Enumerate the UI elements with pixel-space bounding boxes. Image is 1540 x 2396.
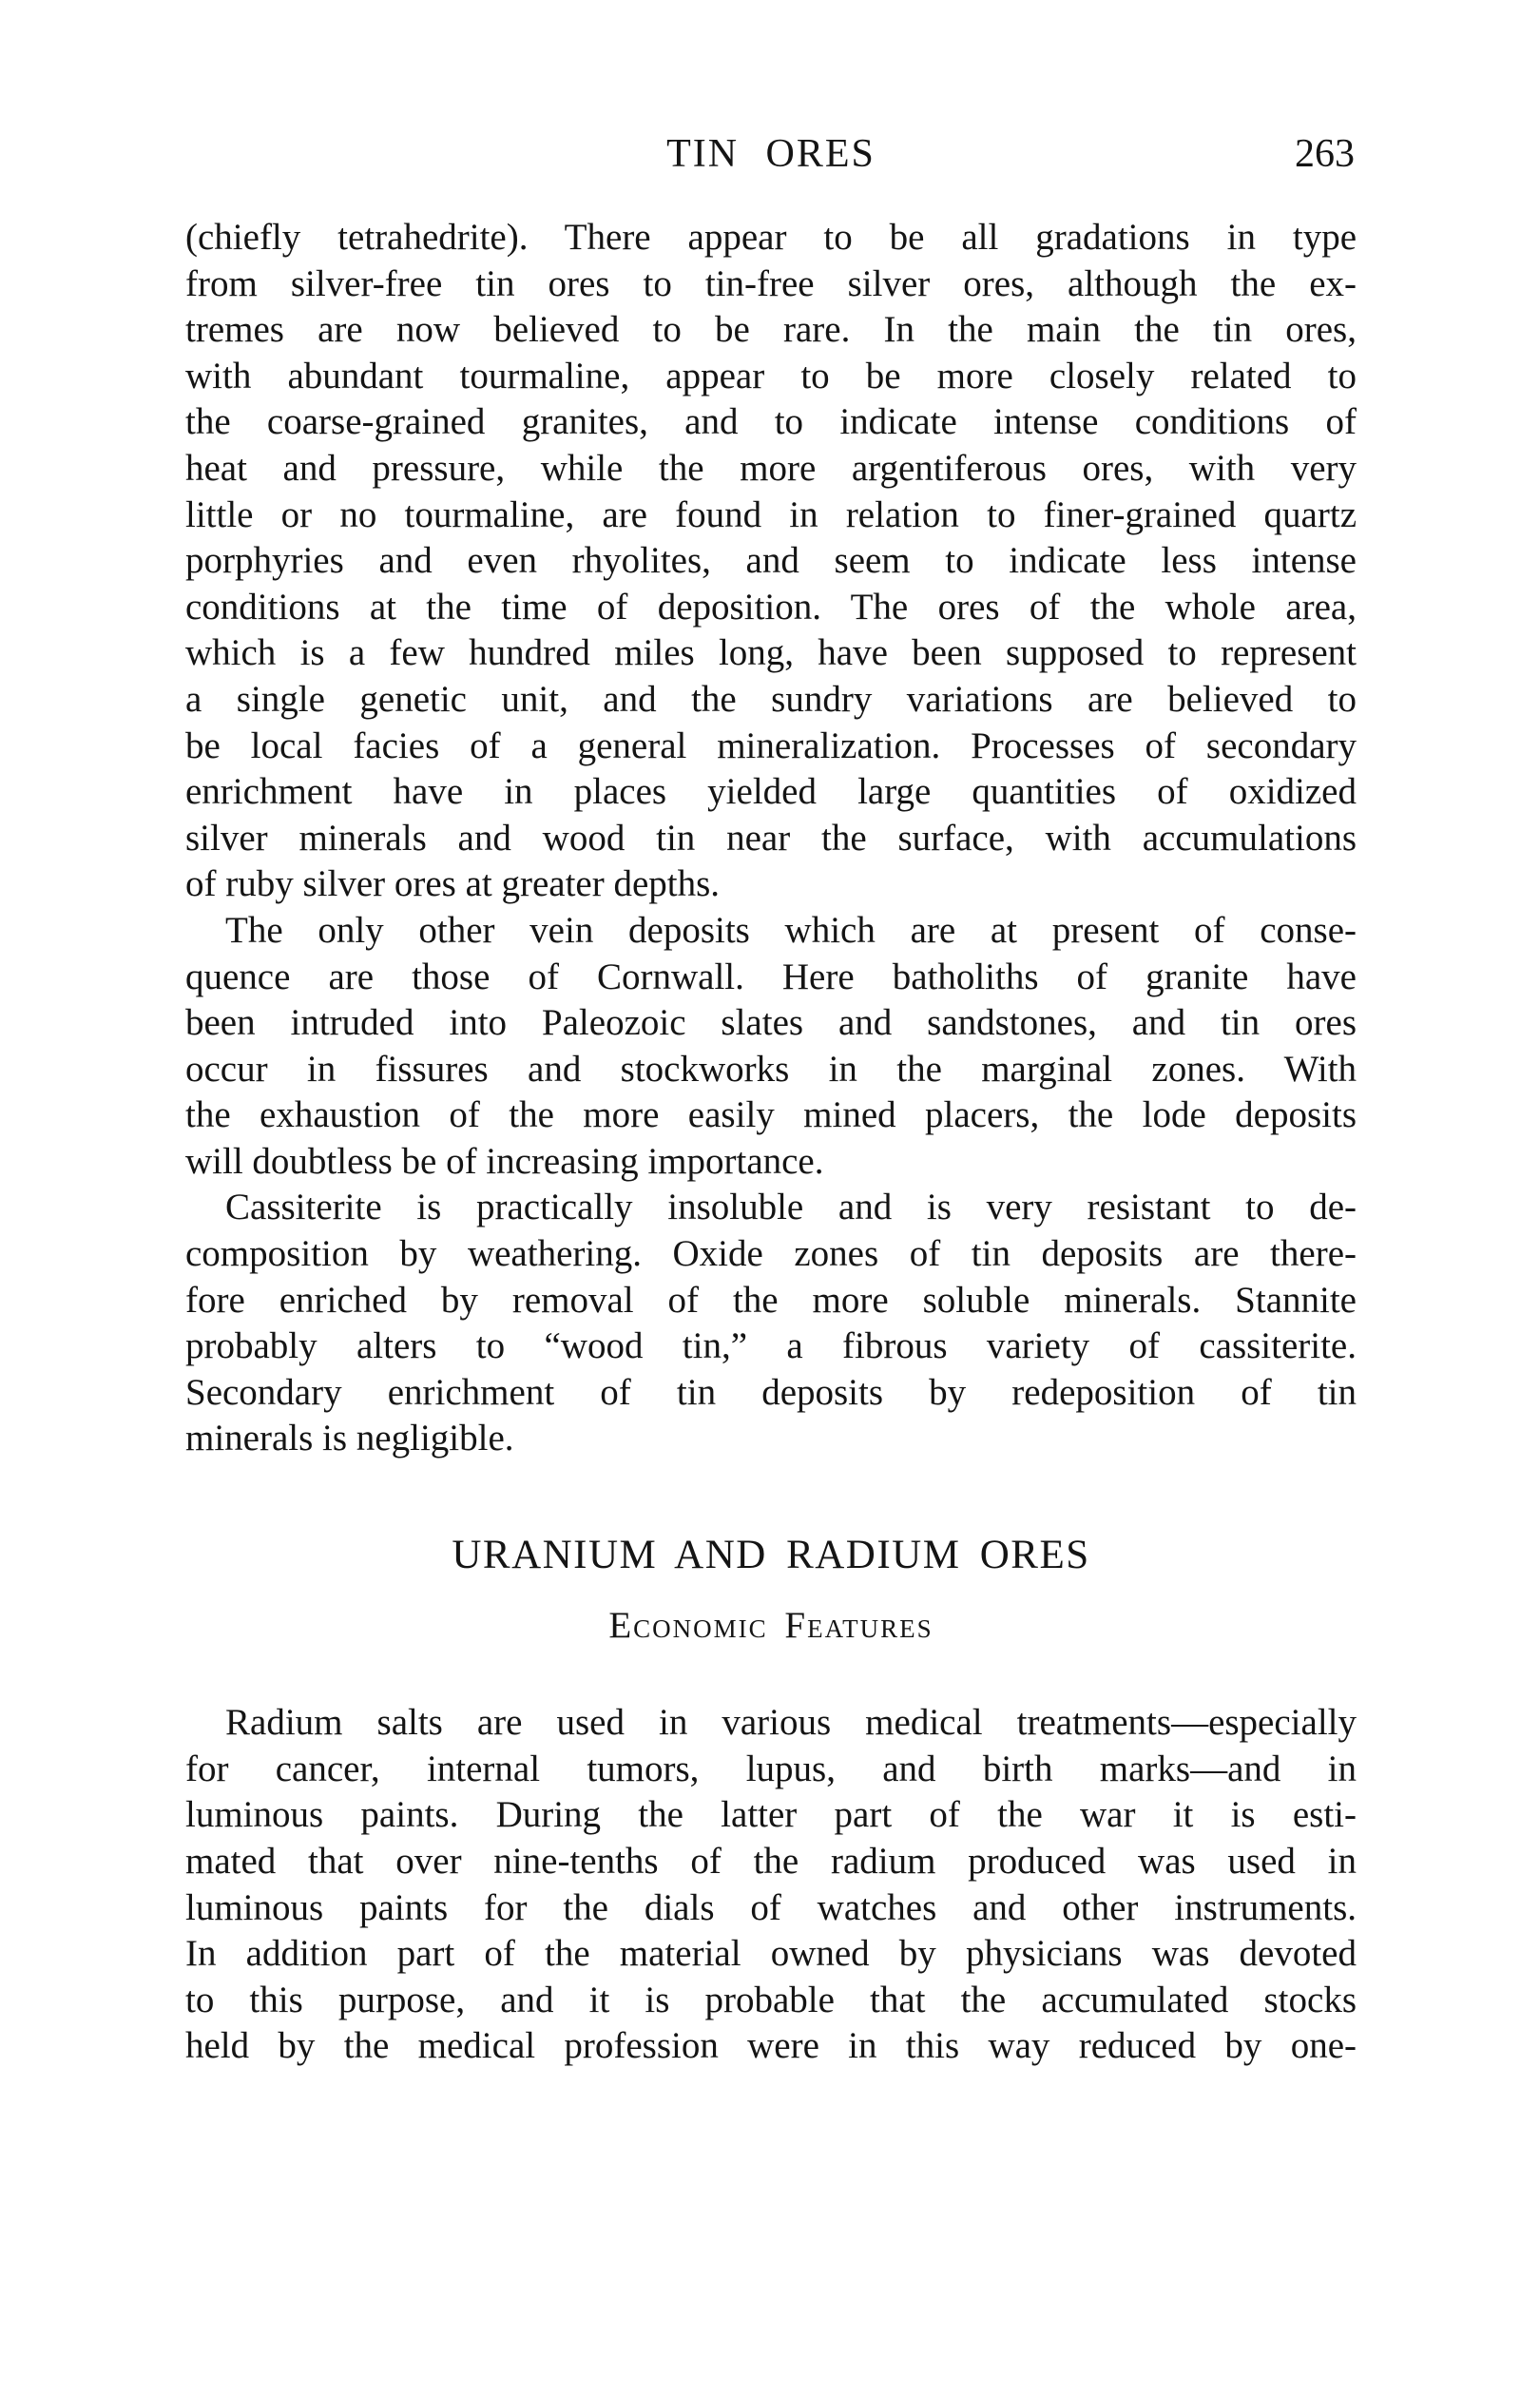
text-line: Cassiterite is practically insoluble and is very resistant to de- xyxy=(225,1187,1357,1228)
text-line: will doubtless be of increasing importance. xyxy=(185,1140,824,1182)
text-line: for cancer, internal tumors, lupus, and birth marks—and in xyxy=(185,1748,1357,1789)
page-body xyxy=(185,215,1357,2070)
paragraph xyxy=(185,215,1357,908)
text-line: luminous paints. During the latter part of the war it is esti- xyxy=(185,1794,1357,1836)
text-line: be local facies of a general mineralization. Processes of secondary xyxy=(185,725,1357,766)
paragraph xyxy=(185,1700,1357,2070)
running-header-title: TIN ORES xyxy=(666,132,876,176)
text-line: to this purpose, and it is probable that the accumulated stocks xyxy=(185,1979,1357,2020)
text-line: minerals is negligible. xyxy=(185,1418,514,1459)
text-line: silver minerals and wood tin near the surface, with accumulations xyxy=(185,817,1357,859)
text-line: which is a few hundred miles long, have been supposed to represent xyxy=(185,632,1357,674)
text-line: held by the medical profession were in this way reduced by one- xyxy=(185,2025,1357,2067)
text-line: porphyries and even rhyolites, and seem to indicate less intense xyxy=(185,540,1357,582)
text-line: occur in fissures and stockworks in the marginal zones. With xyxy=(185,1048,1357,1090)
text-line: The only other vein deposits which are at present of conse- xyxy=(225,909,1357,951)
text-line: probably alters to “wood tin,” a fibrous variety of cassiterite. xyxy=(185,1325,1357,1367)
text-line: enrichment have in places yielded large quantities of oxidized xyxy=(185,771,1357,813)
section-heading: URANIUM AND RADIUM ORES xyxy=(452,1533,1090,1578)
text-line: mated that over nine-tenths of the radium produced was used in xyxy=(185,1841,1357,1882)
text-line: a single genetic unit, and the sundry variations are believed to xyxy=(185,678,1357,720)
text-line: conditions at the time of deposition. The ores of the whole area, xyxy=(185,586,1357,628)
paragraph xyxy=(185,908,1357,1186)
text-line: luminous paints for the dials of watches and other instruments. xyxy=(185,1886,1357,1928)
text-line: Radium salts are used in various medical treatments—especially xyxy=(225,1702,1357,1744)
text-line: with abundant tourmaline, appear to be more closely related to xyxy=(185,355,1357,396)
text-line: In addition part of the material owned by physicians was devoted xyxy=(185,1933,1357,1975)
text-line: tremes are now believed to be rare. In the main the tin ores, xyxy=(185,309,1357,351)
text-line: composition by weathering. Oxide zones of tin deposits are there- xyxy=(185,1233,1357,1275)
text-line: heat and pressure, while the more argentiferous ores, with very xyxy=(185,447,1357,489)
paragraph xyxy=(185,1185,1357,1462)
section-subheading: Economic Features xyxy=(608,1604,934,1646)
text-line: little or no tourmaline, are found in relation to finer-grained quartz xyxy=(185,493,1357,535)
text-line: quence are those of Cornwall. Here batholiths of granite have xyxy=(185,956,1357,997)
text-line: from silver-free tin ores to tin-free silver ores, although the ex- xyxy=(185,262,1357,304)
text-line: (chiefly tetrahedrite). There appear to be all gradations in type xyxy=(185,217,1357,258)
text-line: Secondary enrichment of tin deposits by redeposition of tin xyxy=(185,1371,1357,1413)
page-number: 263 xyxy=(1295,132,1355,176)
text-line: of ruby silver ores at greater depths. xyxy=(185,863,721,905)
text-line: the exhaustion of the more easily mined placers, the lode deposits xyxy=(185,1094,1357,1136)
text-line: fore enriched by removal of the more soluble minerals. Stannite xyxy=(185,1279,1357,1321)
text-line: the coarse-grained granites, and to indicate intense conditions of xyxy=(185,401,1357,443)
running-head xyxy=(185,131,1357,179)
text-line: been intruded into Paleozoic slates and sandstones, and tin ores xyxy=(185,1002,1357,1044)
